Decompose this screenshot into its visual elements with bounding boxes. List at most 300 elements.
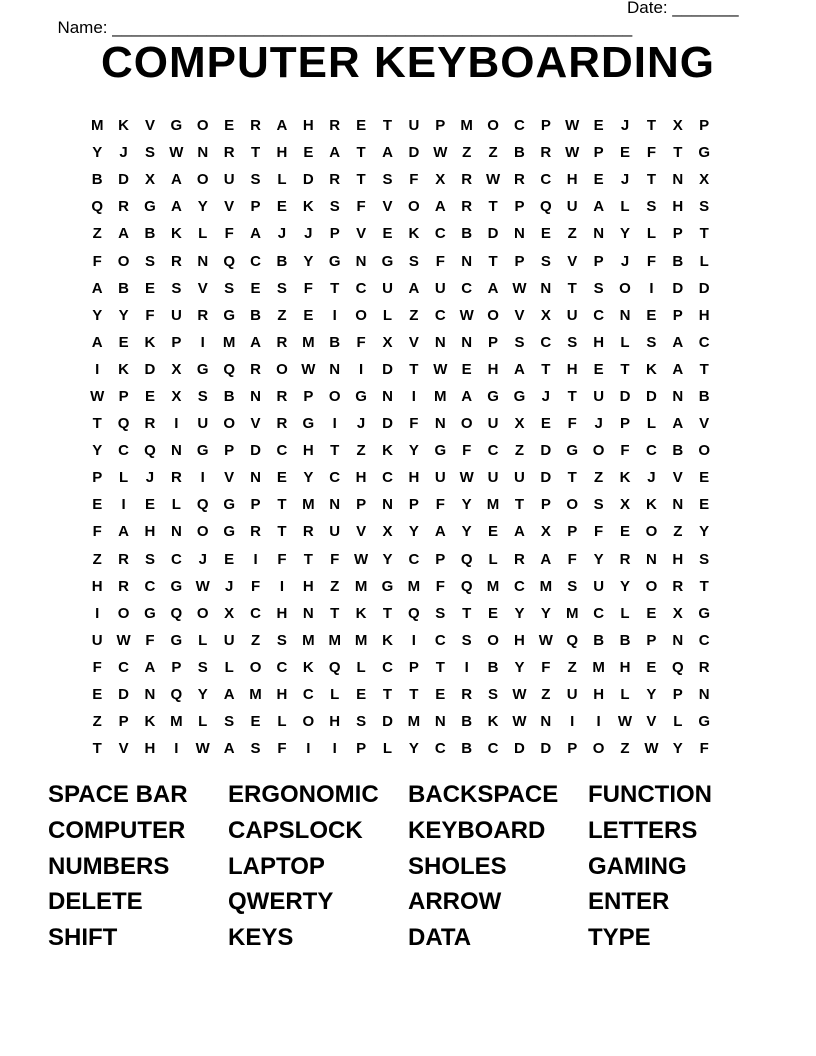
grid-letter: M	[486, 577, 500, 595]
grid-letter: Y	[408, 523, 419, 541]
grid-letter: S	[514, 333, 525, 351]
grid-letter: O	[249, 658, 262, 676]
grid-letter: P	[303, 387, 314, 405]
grid-letter: T	[330, 604, 340, 622]
grid-letter: N	[461, 333, 473, 351]
grid-letter: S	[461, 631, 472, 649]
grid-letter: Q	[223, 252, 235, 270]
grid-letter: D	[144, 360, 156, 378]
grid-letter: H	[566, 360, 578, 378]
grid-letter: A	[250, 225, 261, 243]
grid-letter: U	[223, 171, 235, 189]
grid-letter: B	[461, 740, 473, 758]
grid-letter: F	[567, 550, 577, 568]
grid-letter: E	[92, 496, 103, 514]
grid-letter: R	[223, 144, 235, 162]
grid-letter: S	[408, 252, 419, 270]
grid-letter: C	[593, 604, 605, 622]
grid-letter: P	[567, 740, 578, 758]
grid-letter: G	[223, 306, 235, 324]
grid-letter: E	[144, 279, 155, 297]
grid-letter: E	[250, 713, 261, 731]
grid-letter: A	[223, 740, 235, 758]
grid-letter: S	[144, 252, 155, 270]
grid-letter: O	[408, 198, 420, 216]
grid-letter: R	[250, 360, 261, 378]
grid-letter: D	[382, 415, 393, 433]
grid-letter: Q	[144, 442, 156, 460]
grid-letter: I	[411, 387, 416, 405]
grid-letter: D	[619, 387, 631, 405]
grid-letter: H	[302, 577, 314, 595]
grid-letter: C	[276, 658, 288, 676]
grid-letter: B	[698, 387, 710, 405]
grid-letter: Y	[461, 496, 472, 514]
grid-letter: A	[382, 144, 393, 162]
grid-letter: Q	[460, 550, 473, 568]
grid-letter: G	[487, 387, 499, 405]
grid-row	[84, 220, 717, 247]
grid-letter: J	[594, 415, 603, 433]
grid-letter: N	[461, 252, 473, 270]
grid-letter: U	[382, 279, 393, 297]
grid-letter: P	[356, 740, 367, 758]
grid-letter: Y	[303, 469, 314, 487]
grid-letter: H	[302, 442, 314, 460]
grid-letter: P	[356, 496, 367, 514]
grid-letter: T	[382, 604, 393, 622]
grid-letter: E	[540, 225, 551, 243]
grid-letter: Z	[92, 225, 102, 243]
grid-letter: R	[118, 577, 129, 595]
grid-row	[84, 139, 717, 166]
grid-row	[84, 573, 717, 600]
grid-letter: B	[329, 333, 341, 351]
grid-letter: K	[355, 604, 367, 622]
grid-letter: L	[646, 415, 656, 433]
grid-row	[84, 518, 717, 545]
grid-letter: N	[540, 713, 552, 731]
grid-letter: N	[672, 171, 684, 189]
grid-letter: L	[198, 225, 208, 243]
grid-letter: U	[170, 306, 182, 324]
grid-letter: L	[198, 713, 208, 731]
grid-letter: K	[382, 442, 393, 460]
grid-letter: X	[672, 117, 683, 135]
grid-letter: D	[698, 279, 710, 297]
grid-letter: L	[646, 225, 656, 243]
grid-letter: A	[144, 658, 156, 676]
grid-letter: P	[92, 469, 103, 487]
grid-letter: P	[646, 631, 657, 649]
grid-letter: M	[302, 333, 315, 351]
grid-letter: U	[434, 279, 446, 297]
grid-letter: R	[250, 117, 261, 135]
grid-letter: Z	[462, 144, 472, 162]
grid-letter: S	[329, 198, 340, 216]
grid-row	[84, 546, 717, 573]
grid-letter: S	[488, 686, 499, 704]
grid-letter: E	[276, 198, 287, 216]
grid-letter: J	[541, 387, 550, 405]
grid-letter: E	[593, 117, 604, 135]
grid-letter: A	[91, 279, 103, 297]
grid-letter: T	[277, 496, 287, 514]
grid-letter: Z	[92, 550, 102, 568]
grid-letter: L	[620, 604, 630, 622]
grid-letter: G	[170, 631, 183, 649]
grid-letter: G	[196, 360, 209, 378]
grid-letter: P	[699, 117, 710, 135]
grid-letter: M	[407, 577, 421, 595]
grid-letter: C	[302, 686, 314, 704]
grid-letter: U	[223, 631, 235, 649]
grid-letter: Q	[91, 198, 104, 216]
grid-letter: L	[382, 740, 393, 758]
grid-letter: I	[174, 415, 179, 433]
grid-letter: Z	[92, 713, 102, 731]
grid-letter: T	[356, 144, 366, 162]
grid-letter: R	[118, 198, 129, 216]
grid-letter: G	[355, 387, 367, 405]
grid-letter: F	[646, 144, 656, 162]
grid-letter: Q	[408, 604, 420, 622]
grid-letter: O	[355, 306, 367, 324]
grid-letter: O	[276, 360, 288, 378]
grid-letter: C	[593, 306, 605, 324]
grid-letter: M	[170, 713, 183, 731]
grid-letter: N	[382, 387, 393, 405]
grid-letter: J	[277, 225, 287, 243]
grid-letter: A	[540, 550, 552, 568]
grid-letter: G	[170, 117, 183, 135]
grid-letter: Y	[408, 740, 419, 758]
grid-letter: V	[699, 415, 710, 433]
grid-letter: S	[250, 171, 261, 189]
grid-letter: R	[461, 198, 473, 216]
grid-letter: I	[649, 279, 654, 297]
grid-letter: Q	[328, 658, 341, 676]
grid-letter: T	[382, 686, 393, 704]
grid-letter: E	[620, 144, 631, 162]
grid-letter: K	[144, 713, 156, 731]
grid-letter: P	[672, 306, 683, 324]
grid-letter: R	[302, 523, 314, 541]
grid-letter: N	[355, 252, 367, 270]
grid-letter: O	[196, 523, 209, 541]
grid-letter: D	[382, 713, 393, 731]
grid-letter: F	[435, 252, 445, 270]
grid-letter: R	[540, 144, 552, 162]
grid-letter: V	[118, 740, 129, 758]
grid-letter: B	[118, 279, 129, 297]
grid-letter: M	[302, 631, 315, 649]
grid-letter: I	[279, 577, 285, 595]
grid-letter: D	[302, 171, 314, 189]
grid-letter: E	[646, 604, 657, 622]
grid-letter: F	[277, 550, 287, 568]
grid-letter: W	[116, 631, 131, 649]
grid-letter: V	[408, 333, 419, 351]
grid-letter: J	[356, 415, 366, 433]
grid-letter: L	[620, 686, 630, 704]
grid-letter: T	[330, 442, 340, 460]
page-title: COMPUTER KEYBOARDING	[100, 38, 716, 87]
grid-letter: T	[567, 279, 577, 297]
grid-letter: T	[409, 360, 419, 378]
grid-letter: O	[592, 442, 605, 460]
grid-letter: M	[302, 496, 315, 514]
grid-letter: M	[222, 333, 236, 351]
word-bank-item: GAMING	[588, 852, 687, 880]
grid-letter: T	[699, 360, 709, 378]
grid-letter: C	[250, 604, 261, 622]
grid-letter: H	[276, 686, 288, 704]
grid-row	[84, 329, 717, 356]
grid-letter: S	[144, 550, 155, 568]
grid-letter: E	[303, 306, 314, 324]
grid-letter: T	[92, 415, 102, 433]
grid-letter: S	[567, 577, 578, 595]
grid-letter: O	[328, 387, 341, 405]
grid-letter: H	[144, 523, 156, 541]
grid-letter: K	[382, 631, 393, 649]
grid-letter: C	[434, 740, 446, 758]
grid-letter: L	[171, 496, 181, 514]
grid-letter: V	[646, 713, 657, 731]
grid-letter: E	[488, 604, 499, 622]
grid-letter: Y	[197, 198, 208, 216]
grid-letter: M	[592, 658, 605, 676]
grid-letter: T	[277, 523, 287, 541]
grid-letter: E	[699, 469, 710, 487]
grid-letter: W	[459, 306, 474, 324]
grid-row	[84, 383, 717, 410]
grid-letter: O	[196, 117, 209, 135]
grid-letter: L	[488, 550, 498, 568]
grid-letter: L	[119, 469, 129, 487]
grid-letter: C	[170, 550, 182, 568]
grid-letter: L	[224, 658, 234, 676]
grid-letter: O	[698, 442, 711, 460]
grid-letter: E	[646, 306, 657, 324]
grid-letter: O	[487, 306, 499, 324]
grid-letter: F	[409, 415, 419, 433]
grid-letter: U	[91, 631, 103, 649]
grid-letter: B	[250, 306, 261, 324]
grid-letter: L	[620, 333, 630, 351]
grid-letter: R	[276, 415, 288, 433]
grid-letter: N	[514, 225, 525, 243]
grid-letter: T	[488, 252, 498, 270]
grid-letter: G	[302, 415, 315, 433]
grid-letter: L	[620, 198, 630, 216]
grid-letter: Z	[673, 523, 683, 541]
grid-letter: Q	[117, 415, 130, 433]
grid-letter: K	[144, 333, 156, 351]
grid-letter: Q	[170, 686, 183, 704]
grid-letter: V	[250, 415, 261, 433]
date-field-label: Date: _______	[627, 0, 739, 17]
grid-letter: M	[434, 387, 447, 405]
grid-letter: P	[540, 117, 551, 135]
grid-letter: N	[382, 496, 393, 514]
grid-letter: K	[408, 225, 420, 243]
grid-letter: U	[487, 469, 499, 487]
grid-letter: V	[356, 523, 367, 541]
word-bank-item: DATA	[408, 924, 472, 952]
grid-letter: O	[117, 604, 130, 622]
grid-letter: Y	[646, 686, 657, 704]
grid-letter: F	[145, 631, 155, 649]
grid-letter: D	[382, 360, 393, 378]
grid-letter: Q	[223, 360, 235, 378]
grid-letter: T	[541, 360, 551, 378]
grid-letter: A	[434, 523, 446, 541]
grid-letter: C	[382, 658, 393, 676]
grid-letter: T	[356, 171, 366, 189]
grid-letter: D	[540, 442, 552, 460]
grid-letter: H	[302, 117, 314, 135]
grid-letter: F	[541, 658, 551, 676]
grid-letter: S	[224, 279, 235, 297]
grid-letter: U	[434, 469, 446, 487]
grid-letter: Y	[514, 604, 525, 622]
grid-letter: R	[329, 117, 341, 135]
grid-letter: C	[329, 469, 341, 487]
grid-letter: X	[224, 604, 235, 622]
word-bank-item: KEYS	[228, 924, 294, 952]
grid-letter: B	[514, 144, 525, 162]
grid-letter: I	[121, 496, 126, 514]
grid-letter: V	[224, 469, 235, 487]
grid-letter: U	[593, 387, 605, 405]
grid-letter: T	[382, 117, 393, 135]
grid-row	[84, 464, 717, 491]
grid-letter: X	[435, 171, 446, 189]
word-bank-item: COMPUTER	[48, 816, 186, 844]
grid-letter: A	[514, 360, 525, 378]
grid-letter: O	[196, 604, 209, 622]
grid-letter: H	[514, 631, 525, 649]
grid-letter: E	[356, 686, 367, 704]
grid-letter: N	[329, 496, 341, 514]
grid-letter: S	[646, 333, 657, 351]
grid-letter: C	[382, 469, 393, 487]
grid-letter: P	[250, 198, 261, 216]
grid-letter: T	[567, 469, 577, 487]
grid-letter: N	[302, 604, 314, 622]
grid-letter: Z	[330, 577, 340, 595]
grid-letter: X	[699, 171, 710, 189]
grid-letter: Y	[593, 550, 604, 568]
grid-letter: Q	[671, 658, 684, 676]
grid-letter: C	[276, 442, 288, 460]
grid-letter: W	[538, 631, 553, 649]
grid-letter: F	[462, 442, 472, 460]
grid-letter: D	[540, 469, 552, 487]
grid-letter: U	[408, 117, 420, 135]
grid-letter: G	[434, 442, 447, 460]
grid-letter: A	[250, 333, 261, 351]
grid-letter: P	[488, 333, 499, 351]
grid-letter: B	[461, 713, 473, 731]
grid-letter: T	[567, 387, 577, 405]
grid-letter: J	[224, 577, 234, 595]
grid-letter: M	[90, 117, 104, 135]
grid-letter: A	[672, 333, 684, 351]
grid-letter: W	[565, 117, 580, 135]
grid-letter: I	[359, 360, 364, 378]
grid-row	[84, 302, 717, 329]
grid-letter: S	[356, 713, 367, 731]
grid-letter: L	[277, 171, 287, 189]
grid-letter: F	[435, 577, 445, 595]
grid-letter: X	[171, 360, 182, 378]
grid-letter: G	[223, 496, 235, 514]
grid-letter: P	[408, 496, 419, 514]
grid-letter: S	[144, 144, 155, 162]
grid-letter: O	[460, 415, 473, 433]
grid-letter: J	[647, 469, 656, 487]
grid-letter: A	[118, 225, 129, 243]
grid-letter: B	[144, 225, 156, 243]
grid-letter: G	[170, 577, 183, 595]
grid-letter: N	[593, 225, 605, 243]
grid-row	[84, 112, 717, 139]
grid-letter: K	[118, 117, 129, 135]
grid-letter: I	[200, 469, 205, 487]
grid-letter: Z	[567, 225, 577, 243]
grid-letter: F	[145, 306, 155, 324]
grid-row	[84, 708, 717, 735]
grid-letter: W	[301, 360, 316, 378]
grid-letter: D	[540, 740, 552, 758]
grid-letter: U	[593, 577, 605, 595]
grid-letter: L	[330, 686, 340, 704]
grid-letter: M	[249, 686, 262, 704]
grid-letter: S	[593, 496, 604, 514]
grid-letter: Z	[277, 306, 287, 324]
grid-letter: R	[461, 171, 473, 189]
grid-letter: H	[593, 686, 605, 704]
grid-letter: L	[382, 306, 393, 324]
grid-letter: H	[329, 713, 341, 731]
grid-letter: I	[332, 740, 337, 758]
grid-letter: Y	[118, 306, 129, 324]
grid-letter: R	[698, 658, 710, 676]
grid-letter: B	[593, 631, 605, 649]
grid-letter: C	[434, 225, 446, 243]
grid-letter: P	[224, 442, 235, 460]
grid-letter: Z	[409, 306, 419, 324]
grid-letter: R	[276, 333, 288, 351]
grid-letter: O	[645, 577, 658, 595]
grid-letter: H	[408, 469, 420, 487]
grid-row	[84, 247, 717, 274]
grid-letter: U	[487, 415, 499, 433]
grid-letter: T	[646, 117, 656, 135]
grid-letter: N	[672, 631, 684, 649]
grid-letter: U	[566, 686, 578, 704]
grid-letter: S	[382, 171, 393, 189]
grid-letter: V	[382, 198, 393, 216]
word-bank-item: FUNCTION	[588, 781, 712, 808]
grid-letter: L	[699, 252, 709, 270]
grid-letter: C	[487, 442, 499, 460]
grid-letter: F	[303, 279, 313, 297]
grid-letter: H	[276, 144, 288, 162]
